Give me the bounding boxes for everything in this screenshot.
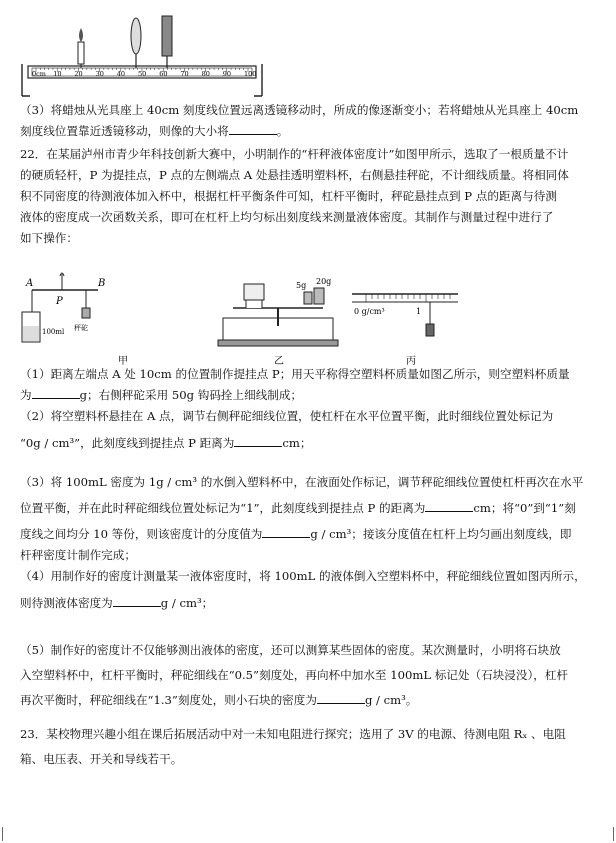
step3-line3: 度线之间均分 10 等份，则该密度计的分度值为 g / cm³；接该分度值在杠杆上均匀画出刻度线，即: [20, 527, 572, 541]
mass-20g: 20g: [316, 277, 332, 286]
q22-intro-line: 22．在某届泸州市青少年科技创新大赛中，小明制作的“杆秤液体密度计”如图甲所示，选取了一根质量不计: [20, 147, 569, 161]
bench-tick-label: 20: [74, 70, 83, 78]
answer-blank[interactable]: [229, 122, 277, 135]
bench-tick-label: 10: [53, 70, 62, 78]
bench-tick-label: 80: [201, 70, 210, 78]
step4-line2: 则待测液体密度为 g / cm³；: [20, 596, 214, 610]
answer-blank[interactable]: [32, 386, 80, 399]
mass-5g: 5g: [296, 281, 307, 290]
answer-blank[interactable]: [425, 499, 473, 512]
q21-item3: [20, 100, 602, 142]
label-b: B: [98, 278, 106, 289]
bench-tick-label: 30: [95, 70, 104, 78]
figure-jia-yi-bing: [18, 268, 578, 368]
corner-mark: [603, 827, 614, 841]
q21-item3-line2: 刻度线位置靠近透镜移动，则像的大小将 。: [20, 124, 289, 138]
bench-tick-label: 40: [116, 70, 126, 78]
q22-intro-line: 如下操作：: [20, 231, 78, 245]
bench-tick-label: 60: [159, 70, 168, 78]
label-a: A: [26, 278, 34, 289]
bench-tick-label: 70: [180, 70, 189, 78]
q22-intro-line: 的硬质轻杆，P 为提挂点，P 点的左侧端点 A 处悬挂透明塑料杯，右侧悬挂秤砣，不计细线质量。将相同体: [20, 168, 569, 182]
q23-line2: 箱、电压表、开关和导线若干。: [20, 752, 183, 766]
weight-label: 秤砣: [74, 324, 88, 332]
bench-tick-label: 50: [138, 70, 147, 78]
scale-one: 1: [416, 307, 422, 316]
label-p: P: [56, 296, 63, 307]
step1-line1: （1）距离左端点 A 处 10cm 的位置制作提挂点 P；用天平称得空塑料杯质量如图乙所示，则空塑料杯质量: [20, 367, 570, 381]
step3-line2: 位置平衡，并在此时秤砣细线位置处标记为“1”，此刻度线到提挂点 P 的距离为 cm；将“0”到“1”刻: [20, 501, 576, 515]
caption-bing: 丙: [406, 356, 416, 367]
caption-jia: 甲: [118, 356, 128, 367]
beaker-label: 100ml: [42, 328, 65, 336]
q22-intro-line: 积不同密度的待测液体加入杯中，根据杠杆平衡条件可知，杠杆平衡时，秤砣悬挂点到 P 点的距离与待测: [20, 189, 557, 203]
step4-line1: （4）用制作好的密度计测量某一液体密度时，将 100mL 的液体倒入空塑料杯中，秤砣细线位置如图丙所示，: [20, 569, 586, 583]
bench-tick-label: 0cm: [32, 70, 46, 78]
answer-blank[interactable]: [234, 434, 282, 447]
answer-blank[interactable]: [317, 691, 365, 704]
caption-yi: 乙: [274, 356, 284, 367]
q22-step5: [20, 640, 602, 711]
q22-steps: [20, 364, 602, 454]
corner-mark: [2, 827, 13, 841]
step1-line2: 为 g；右侧秤砣采用 50g 钩码拴上细线制成；: [20, 388, 303, 402]
scale-unit: 0 g/cm³: [354, 307, 385, 316]
q22-intro: [20, 144, 602, 249]
step2-line1: （2）将空塑料杯悬挂在 A 点，调节右侧秤砣细线位置，使杠杆在水平位置平衡，此时细线位置处标记为: [20, 409, 554, 423]
optical-bench-figure: [18, 6, 268, 98]
answer-blank[interactable]: [262, 525, 310, 538]
step3-line1: （3）将 100mL 密度为 1g / cm³ 的水倒入塑料杯中，在液面处作标记，调节秤砣细线位置使杠杆再次在水平: [20, 475, 584, 489]
q23-line1: 23．某校物理兴趣小组在课后拓展活动中对一未知电阻进行探究；选用了 3V 的电源、待测电阻 Rₓ 、电阻: [20, 727, 566, 741]
answer-blank[interactable]: [113, 594, 161, 607]
step5-line3: 再次平衡时，秤砣细线在“1.3”刻度处，则小石块的密度为 g / cm³。: [20, 693, 418, 707]
bench-tick-label: 90: [222, 70, 232, 78]
step3-line4: 杆秤密度计制作完成；: [20, 548, 136, 562]
step2-line2: “0g / cm³”，此刻度线到提挂点 P 距离为 cm；: [20, 436, 312, 450]
q21-item3-line1: （3）将蜡烛从光具座上 40cm 刻度线位置远离透镜移动时，所成的像逐渐变小；若将蜡烛从光具座上 40cm: [20, 103, 579, 117]
step5-line1: （5）制作好的密度计不仅能够测出液体的密度，还可以测算某些固体的密度。某次测量时，小明将石块放: [20, 643, 561, 657]
step5-line2: 入空塑料杯中，杠杆平衡时，秤砣细线在“0.5”刻度处，再向杯中加水至 100mL 标记处（石块浸没），杠杆: [20, 668, 569, 682]
q22-step3: [20, 472, 602, 614]
q22-intro-line: 液体的密度成一次函数关系，即可在杠杆上均匀标出刻度线来测量液体密度。其制作与测量过程中进行了: [20, 210, 554, 224]
bench-tick-label: 100: [244, 70, 257, 78]
q23: [20, 724, 602, 770]
